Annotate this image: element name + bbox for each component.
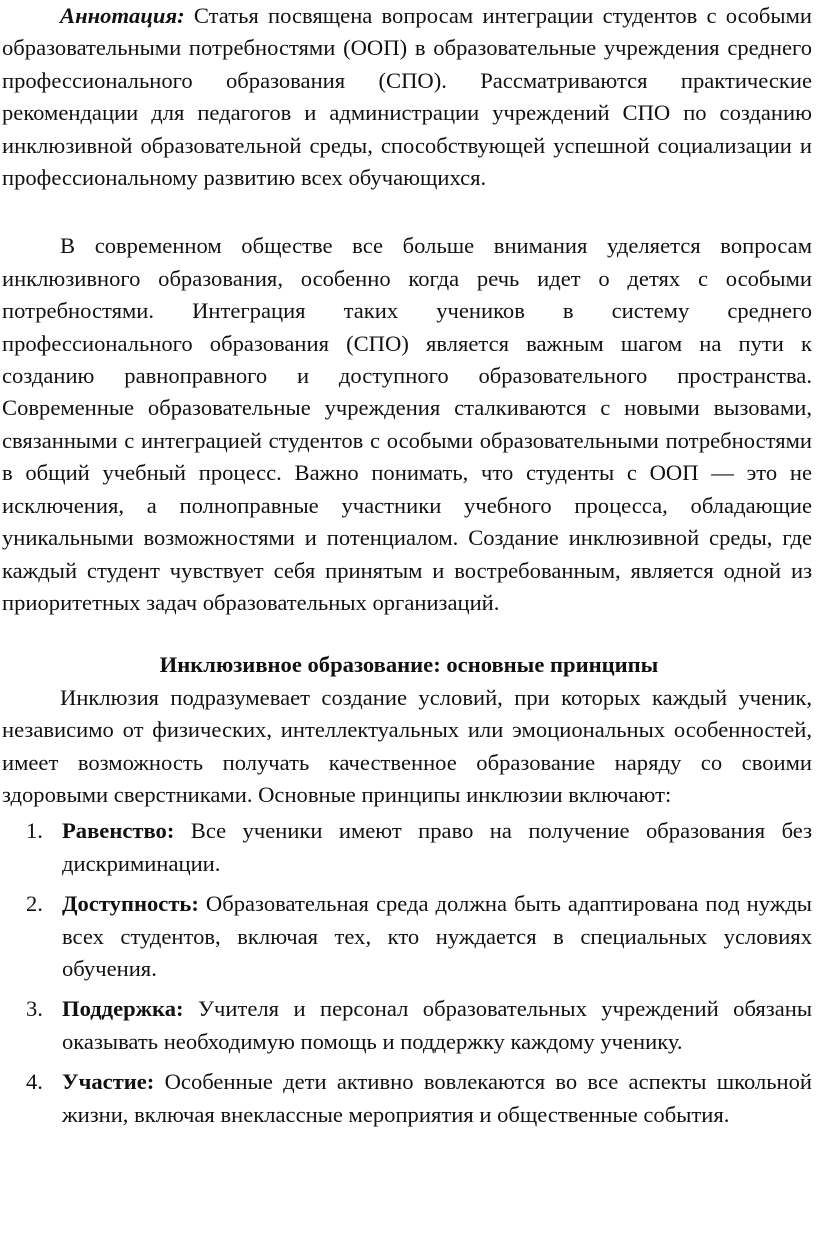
- section-heading: Инклюзивное образование: основные принципы: [159, 652, 659, 678]
- list-item-number: 3.: [26, 996, 43, 1022]
- annotation-label: Аннотация:: [60, 3, 185, 28]
- list-item-text: Образовательная среда должна быть адаптирована под нужды всех студентов, включая тех, кто нуждается в специальных условиях обучения.: [62, 891, 812, 981]
- document-page: [2, 0, 812, 1139]
- list-item-number: 2.: [26, 891, 43, 917]
- annotation-text: Статья посвящена вопросам интеграции студентов с особыми образовательными потребностями (ООП) в образовательные учреждения среднего профессионального образования (СПО). Рассматриваются практические рекомендации для педагогов и администрации учреждений СПО по созданию инклюзивной образовательной среды, способствующей успешной социализации и профессиональному развитию всех обучающихся.: [2, 3, 812, 191]
- annotation-paragraph: [2, 0, 812, 194]
- section-paragraph: Инклюзия подразумевает создание условий, при которых каждый ученик, независимо от физических, интеллектуальных или эмоциональных особенностей, имеет возможность получать качественное образование наряду со своими здоровыми сверстниками. Основные принципы инклюзии включают:: [2, 684, 812, 807]
- list-item-text: Все ученики имеют право на получение образования без дискриминации.: [62, 818, 812, 876]
- list-item-term: Поддержка:: [62, 996, 184, 1022]
- list-item-number: 4.: [26, 1069, 43, 1095]
- principles-list: [2, 815, 812, 1131]
- list-item: [2, 1066, 812, 1131]
- list-item-text: Учителя и персонал образовательных учреждений обязаны оказывать необходимую помощь и поддержку каждому ученику.: [62, 996, 812, 1054]
- paragraph-gap: [2, 194, 812, 230]
- list-item-term: Доступность:: [62, 891, 199, 917]
- list-item: [2, 993, 812, 1058]
- list-item: [2, 888, 812, 985]
- paragraph-gap: [2, 619, 812, 649]
- intro-paragraph: В современном обществе все больше внимания уделяется вопросам инклюзивного образования, особенно когда речь идет о детях с особыми потребностями. Интеграция таких учеников в систему среднего профессионального образования (СПО) является важным шагом на пути к созданию равноправного и доступного образовательного пространства. Современные образовательные учреждения сталкиваются с новыми вызовами, связанными с интеграцией студентов с особыми образовательными потребностями в общий учебный процесс. Важно понимать, что студенты с ООП — это не исключения, а полноправные участники учебного процесса, обладающие уникальными возможностями и потенциалом. Создание инклюзивной среды, где каждый студент чувствует себя принятым и востребованным, является одной из приоритетных задач образовательных организаций.: [2, 233, 812, 615]
- list-item-term: Равенство:: [62, 818, 175, 844]
- list-item-number: 1.: [26, 818, 43, 844]
- list-item-term: Участие:: [62, 1069, 155, 1095]
- list-item-text: Особенные дети активно вовлекаются во все аспекты школьной жизни, включая внеклассные мероприятия и общественные события.: [62, 1069, 813, 1127]
- list-item: [2, 815, 812, 880]
